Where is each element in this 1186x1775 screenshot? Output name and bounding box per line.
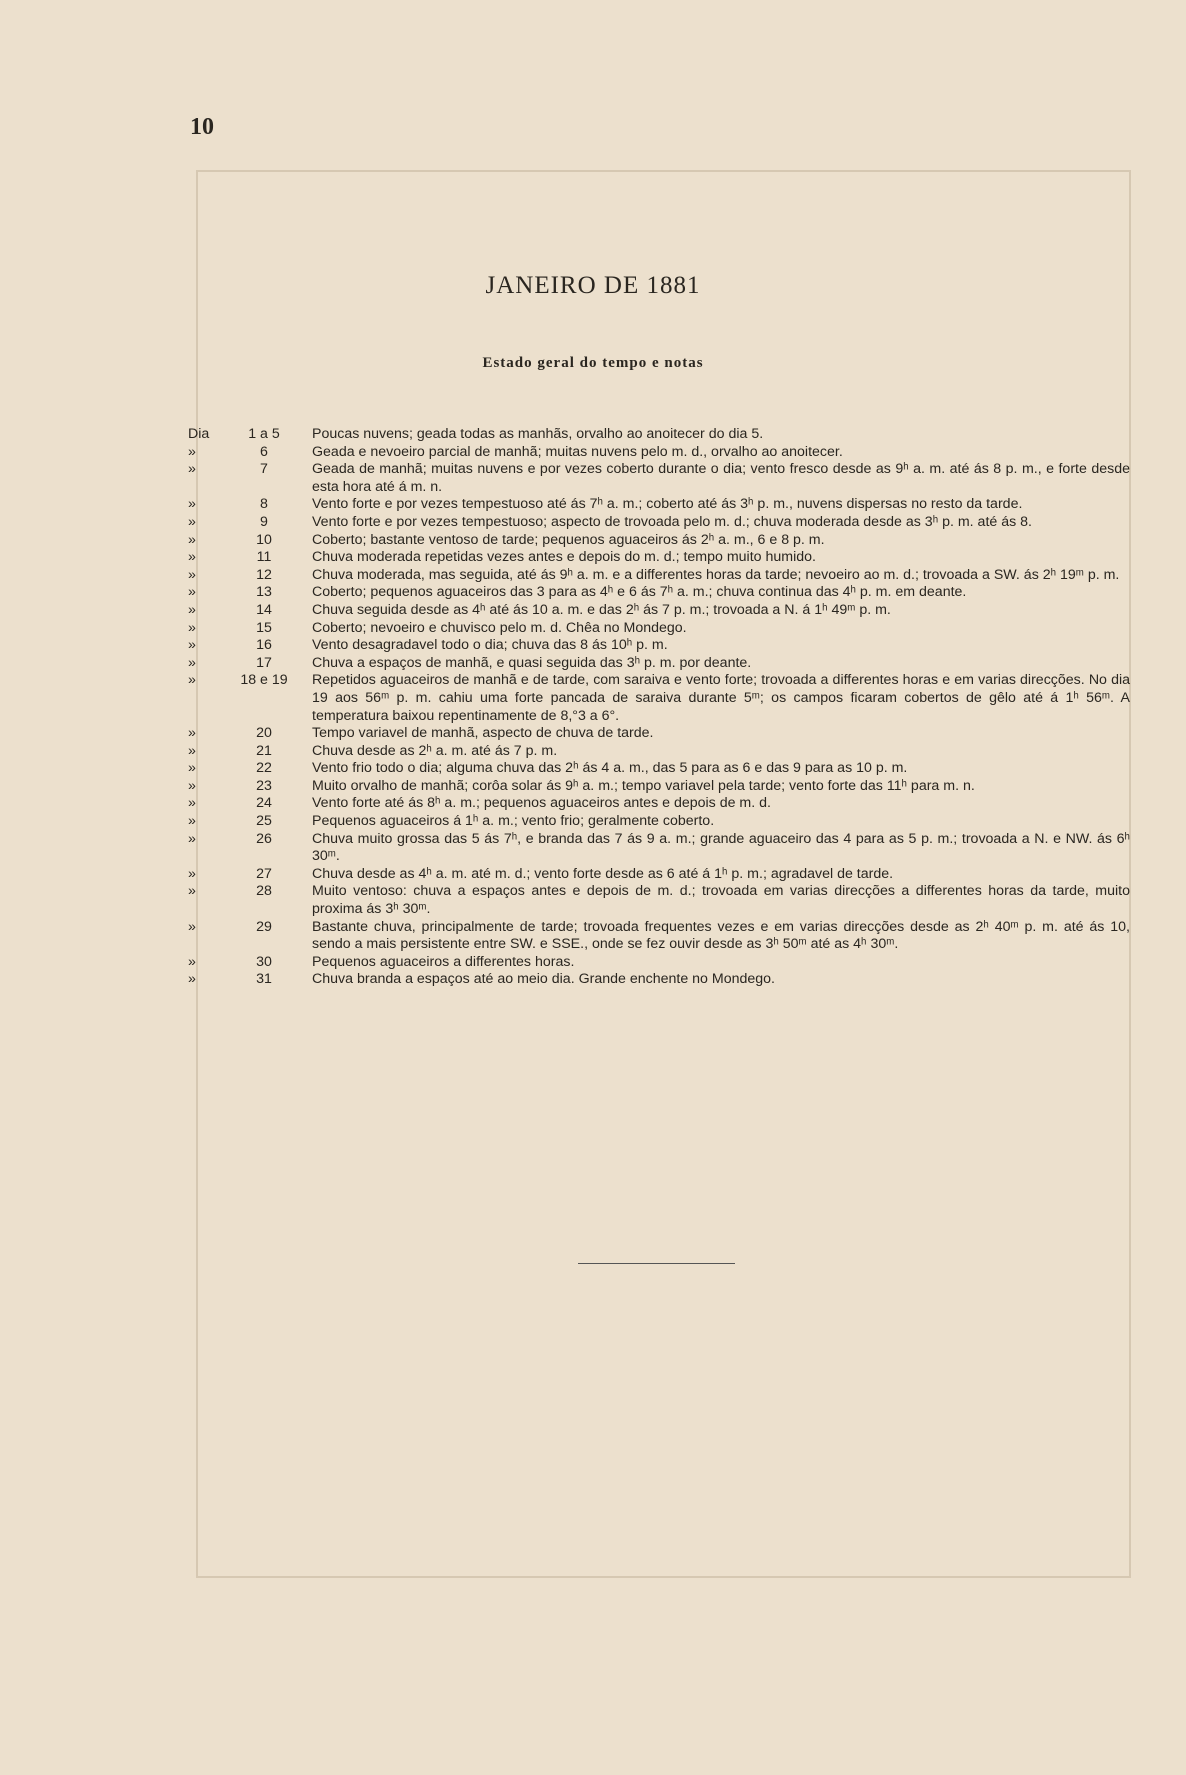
list-item bbox=[188, 954, 1130, 972]
entry-prefix: » bbox=[188, 443, 196, 460]
entry-day: 30 bbox=[256, 953, 272, 970]
entry-prefix: » bbox=[188, 760, 196, 777]
entry-text: Vento forte e por vezes tempestuoso até ás 7ʰ a. m.; coberto até ás 3ʰ p. m., nuvens dispersas no resto da tarde. bbox=[312, 496, 1023, 513]
entry-prefix: » bbox=[188, 883, 196, 900]
entry-prefix: » bbox=[188, 953, 196, 970]
entry-day: 6 bbox=[260, 443, 268, 460]
entry-prefix: » bbox=[188, 601, 196, 618]
entry-day: 16 bbox=[256, 637, 272, 654]
entry-text: Poucas nuvens; geada todas as manhãs, orvalho ao anoitecer do dia 5. bbox=[312, 426, 764, 442]
entry-day: 13 bbox=[256, 584, 272, 601]
entry-text: Tempo variavel de manhã, aspecto de chuva de tarde. bbox=[312, 725, 654, 742]
entry-day: 17 bbox=[256, 654, 272, 671]
list-item bbox=[188, 514, 1130, 532]
list-item bbox=[188, 444, 1130, 462]
entry-prefix: » bbox=[188, 865, 196, 882]
list-item bbox=[188, 778, 1130, 796]
list-item bbox=[188, 567, 1130, 585]
list-item bbox=[188, 620, 1130, 638]
entry-prefix: » bbox=[188, 742, 196, 759]
entry-text: Chuva muito grossa das 5 ás 7ʰ, e branda das 7 ás 9 a. m.; grande aguaceiro das 4 para as 5 p. m.; trovoada a N. e NW. ás 6ʰ 30ᵐ. bbox=[312, 830, 1130, 865]
list-item bbox=[188, 655, 1130, 673]
list-item bbox=[188, 672, 1130, 725]
weather-notes-list bbox=[188, 426, 1130, 989]
entry-prefix: » bbox=[188, 566, 196, 583]
list-item bbox=[188, 919, 1130, 954]
entry-text: Chuva desde as 2ʰ a. m. até ás 7 p. m. bbox=[312, 742, 558, 759]
entry-prefix: » bbox=[188, 813, 196, 830]
entry-text: Chuva moderada repetidas vezes antes e depois do m. d.; tempo muito humido. bbox=[312, 549, 816, 566]
entry-prefix: » bbox=[188, 549, 196, 566]
entry-text: Coberto; pequenos aguaceiros das 3 para as 4ʰ e 6 ás 7ʰ a. m.; chuva continua das 4ʰ p. m. em deante. bbox=[312, 584, 967, 601]
list-item bbox=[188, 725, 1130, 743]
entry-prefix: » bbox=[188, 531, 196, 548]
entry-text: Pequenos aguaceiros á 1ʰ a. m.; vento frio; geralmente coberto. bbox=[312, 813, 715, 830]
entry-day: 11 bbox=[256, 549, 272, 566]
list-item bbox=[188, 496, 1130, 514]
list-item bbox=[188, 637, 1130, 655]
list-item bbox=[188, 795, 1130, 813]
entry-text: Vento frio todo o dia; alguma chuva das 2ʰ ás 4 a. m., das 5 para as 6 e das 9 para as 10 p. m. bbox=[312, 760, 908, 777]
entry-text: Chuva moderada, mas seguida, até ás 9ʰ a. m. e a differentes horas da tarde; nevoeiro ao m. d.; trovoada a SW. ás 2ʰ 19ᵐ p. m. bbox=[312, 566, 1120, 583]
list-item bbox=[188, 971, 1130, 989]
entry-text: Chuva a espaços de manhã, e quasi seguida das 3ʰ p. m. por deante. bbox=[312, 654, 752, 671]
entry-day: 25 bbox=[256, 813, 272, 830]
entry-day: 23 bbox=[256, 777, 272, 794]
entry-day: 1 a 5 bbox=[248, 426, 280, 442]
entry-prefix: » bbox=[188, 971, 196, 988]
entry-prefix: Dia bbox=[188, 426, 210, 442]
list-item bbox=[188, 743, 1130, 761]
entry-prefix: » bbox=[188, 918, 196, 935]
entry-day: 21 bbox=[256, 742, 272, 759]
list-item bbox=[188, 831, 1130, 866]
entry-text: Chuva desde as 4ʰ a. m. até m. d.; vento forte desde as 6 até á 1ʰ p. m.; agradavel de tarde. bbox=[312, 865, 894, 882]
entry-text: Muito orvalho de manhã; corôa solar ás 9ʰ a. m.; tempo variavel pela tarde; vento forte das 11ʰ para m. n. bbox=[312, 777, 975, 794]
end-rule bbox=[578, 1263, 735, 1264]
entry-text: Coberto; nevoeiro e chuvisco pelo m. d. Chêa no Mondego. bbox=[312, 619, 687, 636]
entry-prefix: » bbox=[188, 777, 196, 794]
entry-text: Vento forte e por vezes tempestuoso; aspecto de trovoada pelo m. d.; chuva moderada desde as 3ʰ p. m. até ás 8. bbox=[312, 513, 1032, 530]
entry-prefix: » bbox=[188, 830, 196, 847]
entry-text: Repetidos aguaceiros de manhã e de tarde, com saraiva e vento forte; trovoada a differentes horas e em varias direcções. No dia 19 aos 56ᵐ p. m. cahiu uma forte pancada de saraiva durante 5ᵐ; os campos ficaram cobertos de gêlo até á 1ʰ 56ᵐ. A temperatura baixou repentinamente de 8,°3 a 6°. bbox=[312, 672, 1130, 724]
entry-day: 27 bbox=[256, 865, 272, 882]
page-title: JANEIRO DE 1881 bbox=[485, 272, 701, 299]
entry-prefix: » bbox=[188, 496, 196, 513]
entry-day: 14 bbox=[256, 601, 272, 618]
entry-day: 20 bbox=[256, 725, 272, 742]
entry-day: 24 bbox=[256, 795, 272, 812]
entry-prefix: » bbox=[188, 637, 196, 654]
entry-text: Chuva branda a espaços até ao meio dia. Grande enchente no Mondego. bbox=[312, 971, 775, 988]
entry-day: 28 bbox=[256, 883, 272, 900]
entry-text: Chuva seguida desde as 4ʰ até ás 10 a. m. e das 2ʰ ás 7 p. m.; trovoada a N. á 1ʰ 49ᵐ p. m. bbox=[312, 601, 891, 618]
list-item bbox=[188, 532, 1130, 550]
entry-text: Vento desagradavel todo o dia; chuva das 8 ás 10ʰ p. m. bbox=[312, 637, 668, 654]
entry-prefix: » bbox=[188, 672, 196, 689]
list-item bbox=[188, 866, 1130, 884]
entry-day: 8 bbox=[260, 496, 268, 513]
entry-prefix: » bbox=[188, 461, 196, 478]
entry-prefix: » bbox=[188, 725, 196, 742]
entry-text: Coberto; bastante ventoso de tarde; pequenos aguaceiros ás 2ʰ a. m., 6 e 8 p. m. bbox=[312, 531, 825, 548]
list-item bbox=[188, 602, 1130, 620]
entry-day: 22 bbox=[256, 760, 272, 777]
entry-text: Geada e nevoeiro parcial de manhã; muitas nuvens pelo m. d., orvalho ao anoitecer. bbox=[312, 443, 843, 460]
entry-prefix: » bbox=[188, 513, 196, 530]
list-item bbox=[188, 813, 1130, 831]
entry-text: Geada de manhã; muitas nuvens e por vezes coberto durante o dia; vento fresco desde as 9ʰ a. m. até ás 8 p. m., e forte desde esta hora até á m. n. bbox=[312, 461, 1130, 495]
entry-prefix: » bbox=[188, 654, 196, 671]
entry-day: 9 bbox=[260, 513, 268, 530]
entry-day: 31 bbox=[256, 971, 272, 988]
list-item bbox=[188, 584, 1130, 602]
entry-prefix: » bbox=[188, 619, 196, 636]
list-item bbox=[188, 461, 1130, 496]
list-item bbox=[188, 760, 1130, 778]
entry-text: Vento forte até ás 8ʰ a. m.; pequenos aguaceiros antes e depois de m. d. bbox=[312, 795, 771, 812]
entry-day: 12 bbox=[256, 566, 272, 583]
entry-day: 10 bbox=[256, 531, 272, 548]
entry-day: 26 bbox=[256, 830, 272, 847]
entry-prefix: » bbox=[188, 584, 196, 601]
entry-day: 29 bbox=[256, 918, 272, 935]
entry-text: Pequenos aguaceiros a differentes horas. bbox=[312, 953, 575, 970]
entry-text: Muito ventoso: chuva a espaços antes e depois de m. d.; trovoada em varias direcções a differentes horas da tarde, muito proxima ás 3ʰ 30ᵐ. bbox=[312, 883, 1130, 918]
list-item bbox=[188, 549, 1130, 567]
list-item bbox=[188, 426, 1130, 444]
list-item bbox=[188, 883, 1130, 918]
section-subtitle: Estado geral do tempo e notas bbox=[482, 355, 704, 371]
page-number: 10 bbox=[190, 114, 214, 140]
entry-prefix: » bbox=[188, 795, 196, 812]
entry-day: 18 e 19 bbox=[240, 672, 288, 689]
entry-text: Bastante chuva, principalmente de tarde; trovoada frequentes vezes e em varias direcções desde as 2ʰ 40ᵐ p. m. até ás 10, sendo a mais persistente entre SW. e SSE., onde se fez ouvir desde as 3ʰ 50ᵐ até as 4ʰ 30ᵐ. bbox=[312, 918, 1130, 953]
entry-day: 7 bbox=[260, 461, 268, 478]
entry-day: 15 bbox=[256, 619, 272, 636]
